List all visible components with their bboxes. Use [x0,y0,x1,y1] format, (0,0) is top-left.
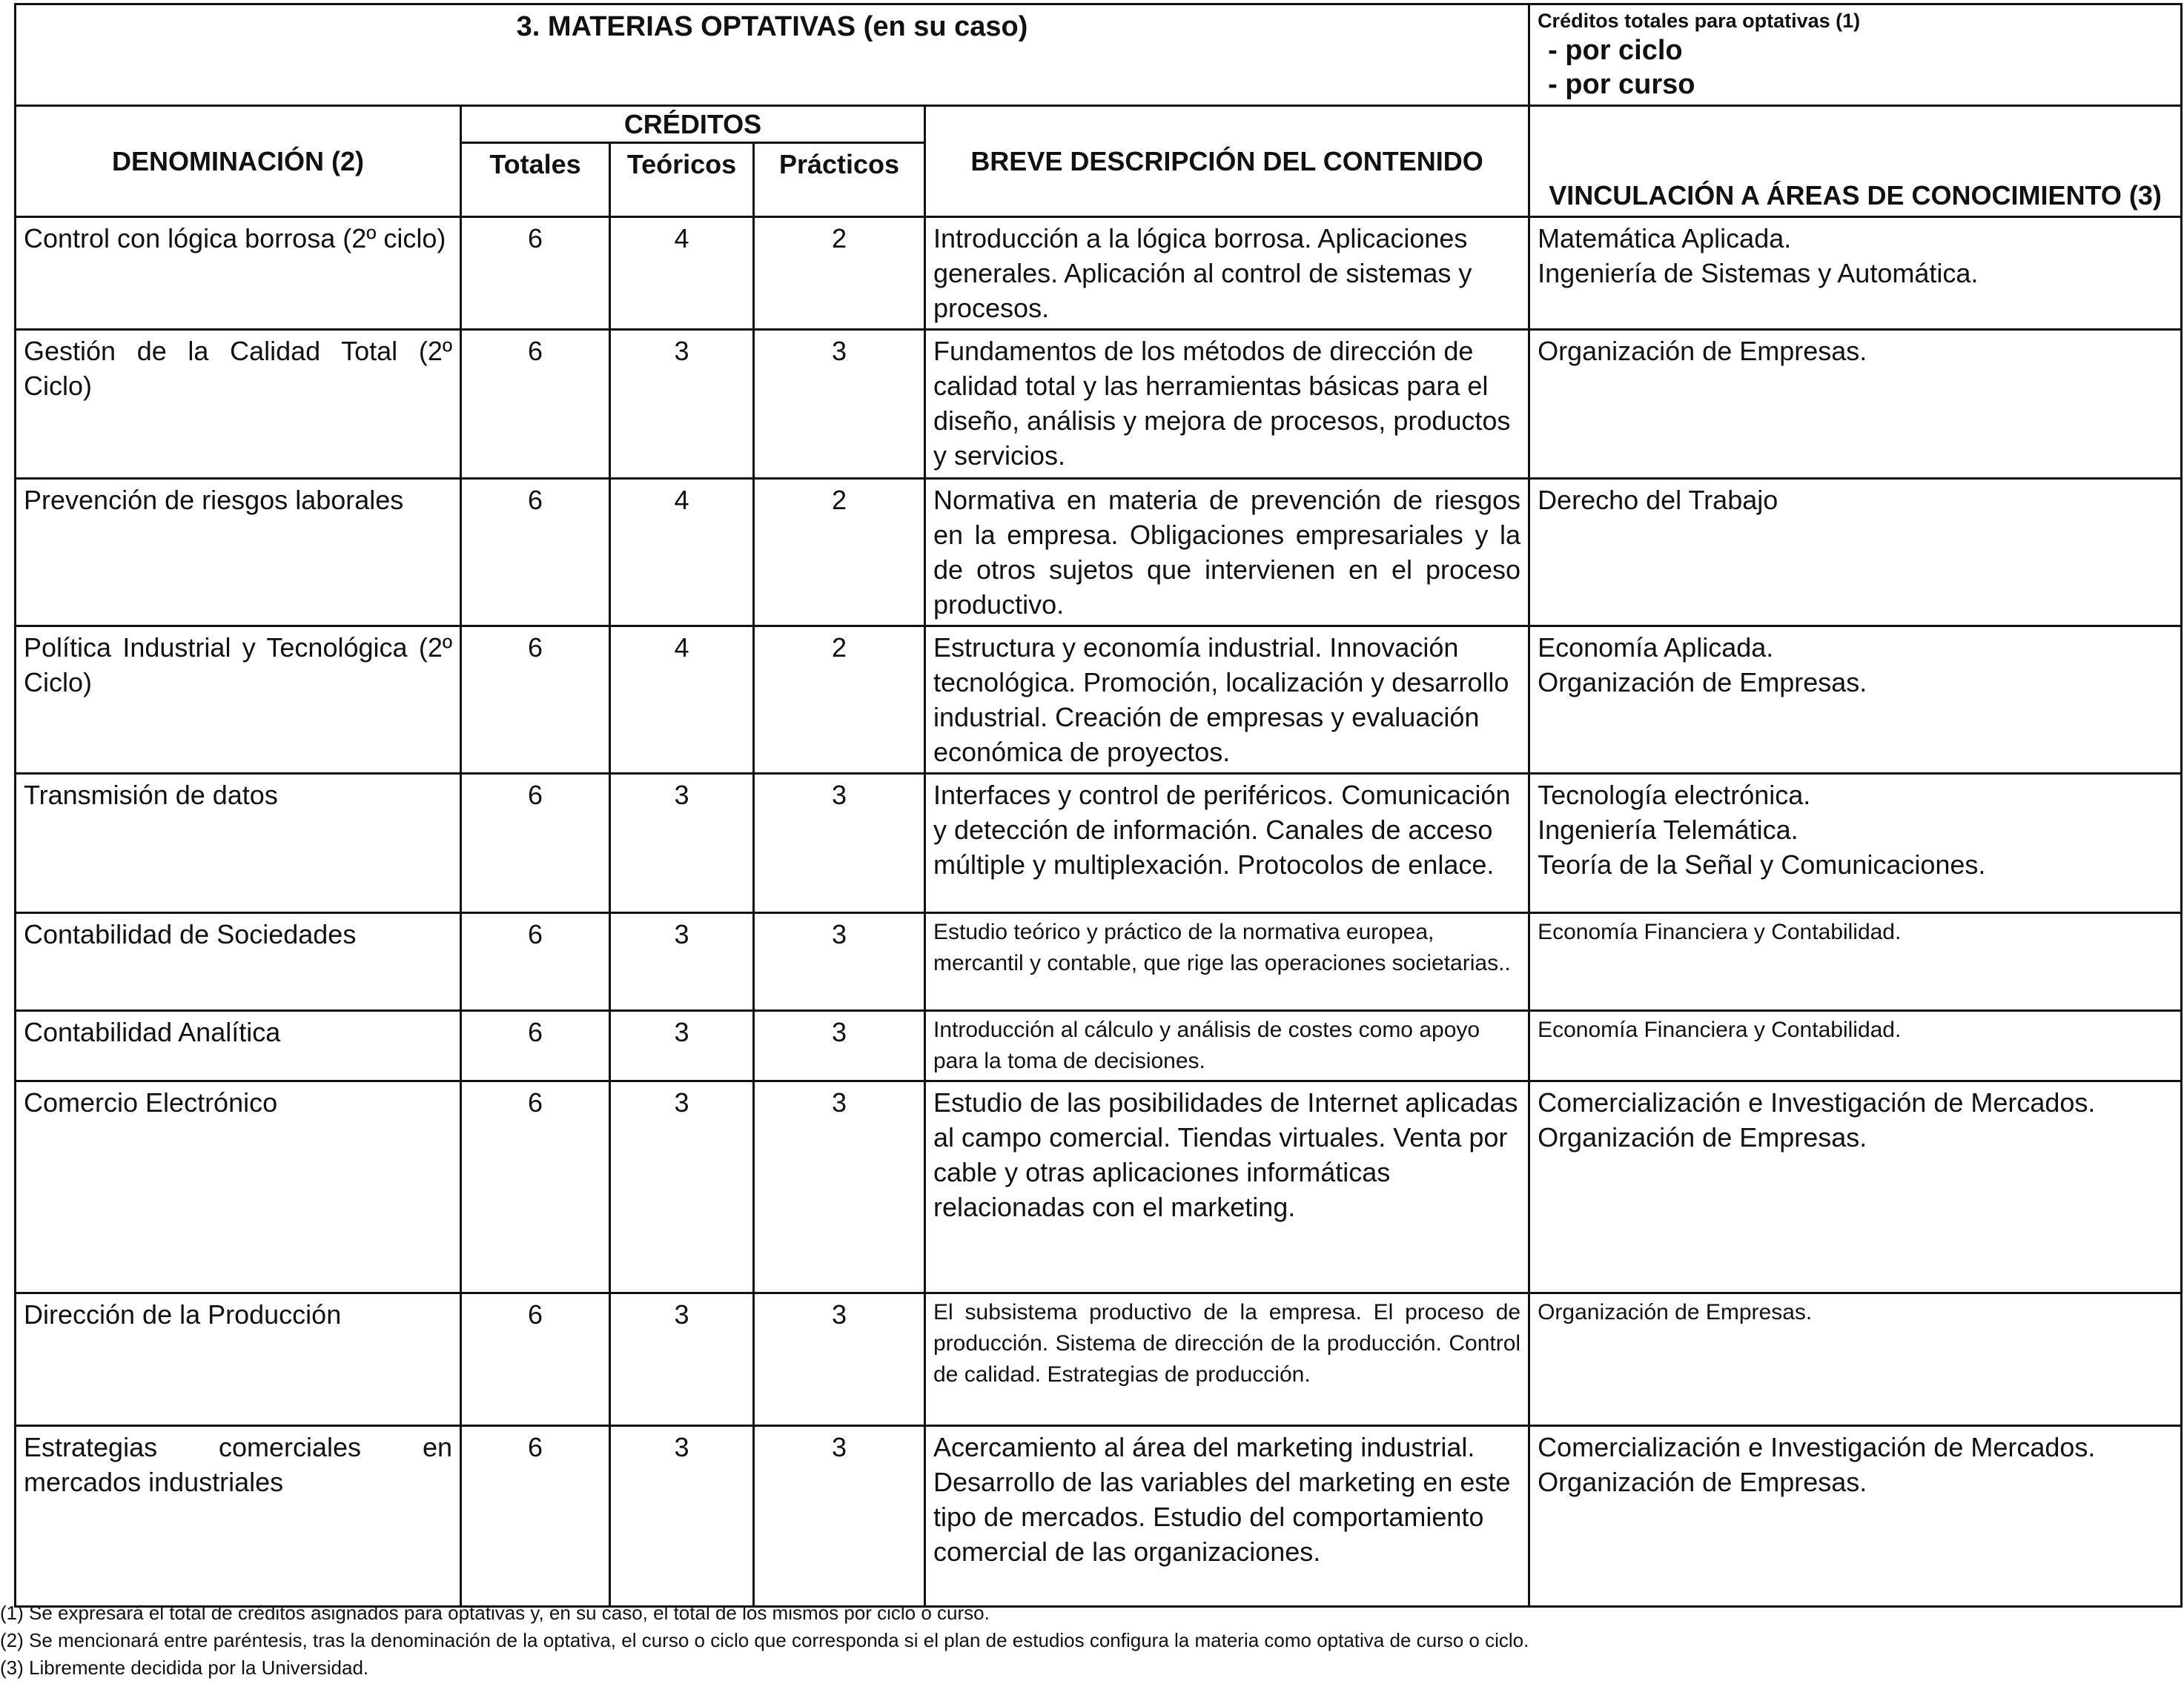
credits-per-course: - por curso [1548,69,1695,100]
section-title: 3. MATERIAS OPTATIVAS (en su caso) [16,4,1529,106]
subject-name: Transmisión de datos [16,774,461,913]
credits-total: 6 [461,1293,610,1426]
subject-name: Comercio Electrónico [16,1081,461,1293]
optional-subjects-table [14,3,2183,1608]
subject-description: Acercamiento al área del marketing industrial. Desarrollo de las variables del marketing en este tipo de mercados. Estudio del comportamiento comercial de las organizaciones. [925,1426,1529,1607]
credits-box-label: Créditos totales para optativas (1) [1538,10,1861,32]
subject-description: Introducción a la lógica borrosa. Aplicaciones generales. Aplicación al control de sistemas y procesos. [925,217,1529,330]
header-descripcion: BREVE DESCRIPCIÓN DEL CONTENIDO [925,106,1529,217]
knowledge-areas: Comercialización e Investigación de Mercados. Organización de Empresas. [1529,1426,2182,1607]
footnote-2: (2) Se mencionará entre paréntesis, tras la denominación de la optativa, el curso o ciclo que corresponda si el plan de estudios configura la materia como optativa de curso o ciclo. [0,1629,1529,1651]
header-denominacion: DENOMINACIÓN (2) [16,106,461,217]
subject-description: Estructura y economía industrial. Innovación tecnológica. Promoción, localización y desarrollo industrial. Creación de empresas y evaluación económica de proyectos. [925,626,1529,774]
credits-per-cycle: - por ciclo [1548,35,1683,66]
credits-practice: 3 [754,1426,925,1607]
credits-total: 6 [461,1011,610,1081]
credits-theory: 3 [610,774,754,913]
credits-theory: 4 [610,626,754,774]
credits-total: 6 [461,479,610,626]
credits-total: 6 [461,913,610,1011]
footnote-3: (3) Libremente decidida por la Universidad. [0,1657,369,1679]
knowledge-areas: Organización de Empresas. [1529,330,2182,479]
footnote-1: (1) Se expresará el total de créditos asignados para optativas y, en su caso, el total de los mismos por ciclo o curso. [0,1602,990,1624]
credits-theory: 4 [610,217,754,330]
subject-name: Gestión de la Calidad Total (2º Ciclo) [16,330,461,479]
credits-practice: 3 [754,1293,925,1426]
subject-name: Control con lógica borrosa (2º ciclo) [16,217,461,330]
header-practicos: Prácticos [754,143,925,217]
subject-name: Política Industrial y Tecnológica (2º Ciclo) [16,626,461,774]
credits-theory: 3 [610,1293,754,1426]
credits-practice: 2 [754,479,925,626]
table-row [16,774,2182,913]
knowledge-areas: Comercialización e Investigación de Mercados. Organización de Empresas. [1529,1081,2182,1293]
credits-practice: 3 [754,1011,925,1081]
table-row [16,1081,2182,1293]
table-row [16,626,2182,774]
subject-name: Contabilidad de Sociedades [16,913,461,1011]
subject-description: Normativa en materia de prevención de riesgos en la empresa. Obligaciones empresariales y la de otros sujetos que intervienen en el proceso productivo. [925,479,1529,626]
table-row [16,217,2182,330]
subject-description: Introducción al cálculo y análisis de costes como apoyo para la toma de decisiones. [925,1011,1529,1081]
credits-theory: 3 [610,330,754,479]
knowledge-areas: Derecho del Trabajo [1529,479,2182,626]
credits-practice: 3 [754,1081,925,1293]
subject-description: Estudio de las posibilidades de Internet aplicadas al campo comercial. Tiendas virtuales. Venta por cable y otras aplicaciones informáticas relacionadas con el marketing. [925,1081,1529,1293]
knowledge-areas: Economía Financiera y Contabilidad. [1529,913,2182,1011]
credits-practice: 2 [754,217,925,330]
subject-description: Estudio teórico y práctico de la normativa europea, mercantil y contable, que rige las operaciones societarias.. [925,913,1529,1011]
header-totales: Totales [461,143,610,217]
subject-name: Prevención de riesgos laborales [16,479,461,626]
credits-practice: 2 [754,626,925,774]
header-teoricos: Teóricos [610,143,754,217]
table-row [16,913,2182,1011]
subject-description: Fundamentos de los métodos de dirección de calidad total y las herramientas básicas para el diseño, análisis y mejora de procesos, productos y servicios. [925,330,1529,479]
credits-theory: 3 [610,913,754,1011]
credits-total: 6 [461,1081,610,1293]
table-row [16,479,2182,626]
knowledge-areas: Tecnología electrónica. Ingeniería Telemática. Teoría de la Señal y Comunicaciones. [1529,774,2182,913]
credits-total: 6 [461,1426,610,1607]
credits-total: 6 [461,217,610,330]
knowledge-areas: Matemática Aplicada. Ingeniería de Sistemas y Automática. [1529,217,2182,330]
knowledge-areas: Organización de Empresas. [1529,1293,2182,1426]
credits-theory: 3 [610,1426,754,1607]
subject-name: Dirección de la Producción [16,1293,461,1426]
knowledge-areas: Economía Financiera y Contabilidad. [1529,1011,2182,1081]
credits-practice: 3 [754,330,925,479]
credits-practice: 3 [754,774,925,913]
credits-theory: 4 [610,479,754,626]
credits-theory: 3 [610,1011,754,1081]
subject-name: Contabilidad Analítica [16,1011,461,1081]
table-row [16,1426,2182,1607]
table-row [16,1293,2182,1426]
subject-description: El subsistema productivo de la empresa. El proceso de producción. Sistema de dirección de la producción. Control de calidad. Estrategias de producción. [925,1293,1529,1426]
credits-total: 6 [461,774,610,913]
subject-name: Estrategias comerciales en mercados industriales [16,1426,461,1607]
table-row [16,1011,2182,1081]
header-vinculacion: VINCULACIÓN A ÁREAS DE CONOCIMIENTO (3) [1529,106,2182,217]
credits-theory: 3 [610,1081,754,1293]
credits-total: 6 [461,330,610,479]
table-row [16,330,2182,479]
credits-total: 6 [461,626,610,774]
subject-description: Interfaces y control de periféricos. Comunicación y detección de información. Canales de acceso múltiple y multiplexación. Protocolos de enlace. [925,774,1529,913]
credits-practice: 3 [754,913,925,1011]
header-creditos: CRÉDITOS [461,106,925,143]
credits-box [1529,4,2182,106]
footnotes [0,1599,1529,1682]
knowledge-areas: Economía Aplicada. Organización de Empresas. [1529,626,2182,774]
